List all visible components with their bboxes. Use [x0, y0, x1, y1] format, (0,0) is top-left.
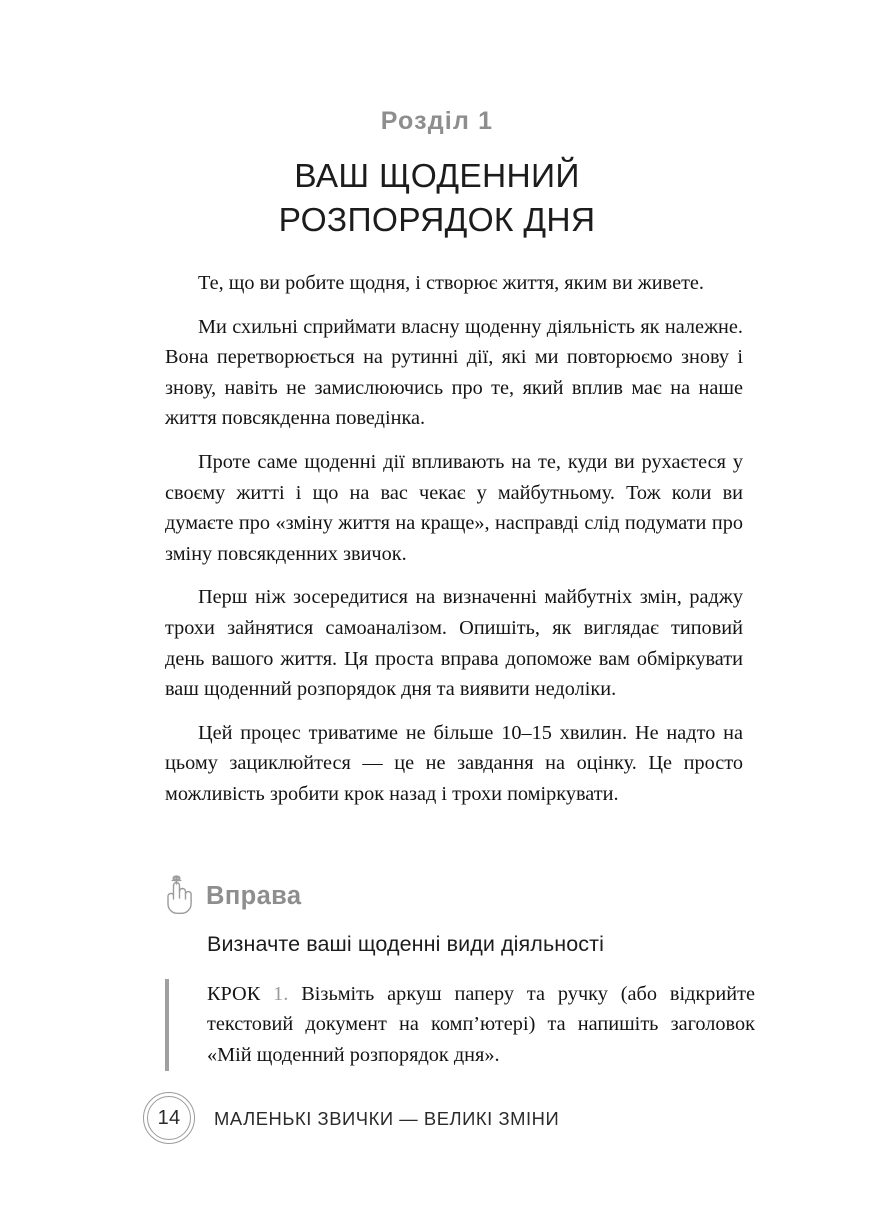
step-accent-rule — [165, 979, 169, 1071]
paragraph: Проте саме щоденні дії впливають на те, куди ви рухаєтеся у своєму житті і що на вас чекає у майбутньому. Тож коли ви думаєте про «зміну життя на краще», насправді слід подумати про зміну повсякденних звичок. — [165, 450, 743, 565]
chapter-eyebrow: Розділ 1 — [380, 107, 494, 135]
page-title-line-2: РОЗПОРЯДОК ДНЯ — [278, 201, 596, 239]
step-text — [207, 979, 755, 1071]
paragraph: Ми схильні сприймати власну щоденну діяльність як належне. Вона перетворюється на рутинні дії, які ми повторюємо знову і знову, навіть не замислюючись про те, який вплив має на наше життя повсякденна поведінка. — [165, 315, 743, 430]
step-body: Візьміть аркуш паперу та ручку (або відкрийте текстовий документ на комп’ютері) та напишіть заголовок «Мій щоденний розпорядок дня». — [207, 982, 755, 1066]
page-title — [0, 136, 874, 243]
paragraph: Те, що ви робите щодня, і створює життя, яким ви живете. — [198, 272, 705, 294]
body-text — [165, 268, 743, 810]
hand-with-ribbon-icon — [158, 872, 198, 916]
exercise-subtitle: Визначте ваші щоденні види діяльності — [207, 932, 604, 956]
paragraph: Цей процес триватиме не більше 10–15 хвилин. Не надто на цьому зациклюйтеся — це не завдання на оцінку. Це просто можливість зробити крок назад і трохи поміркувати. — [165, 721, 743, 805]
exercise-section — [158, 872, 758, 1071]
step-number: 1. — [273, 982, 289, 1005]
page-number-badge — [143, 1092, 195, 1144]
chapter-header — [0, 108, 874, 243]
book-title: МАЛЕНЬКІ ЗВИЧКИ — ВЕЛИКІ ЗМІНИ — [214, 1107, 560, 1129]
exercise-step — [165, 979, 755, 1071]
page-title-line-1: ВАШ ЩОДЕННИЙ — [294, 157, 580, 195]
page-number: 14 — [157, 1106, 181, 1129]
step-prefix: КРОК — [207, 982, 261, 1005]
page-footer — [143, 1092, 559, 1144]
paragraph: Перш ніж зосередитися на визначенні майбутніх змін, раджу трохи зайнятися самоаналізом. Опишіть, як виглядає типовий день вашого життя. Ця проста вправа допоможе вам обміркувати ваш щоденний розпорядок дня та виявити недоліки. — [165, 586, 743, 701]
exercise-header — [158, 872, 758, 916]
exercise-label: Вправа — [206, 882, 302, 911]
